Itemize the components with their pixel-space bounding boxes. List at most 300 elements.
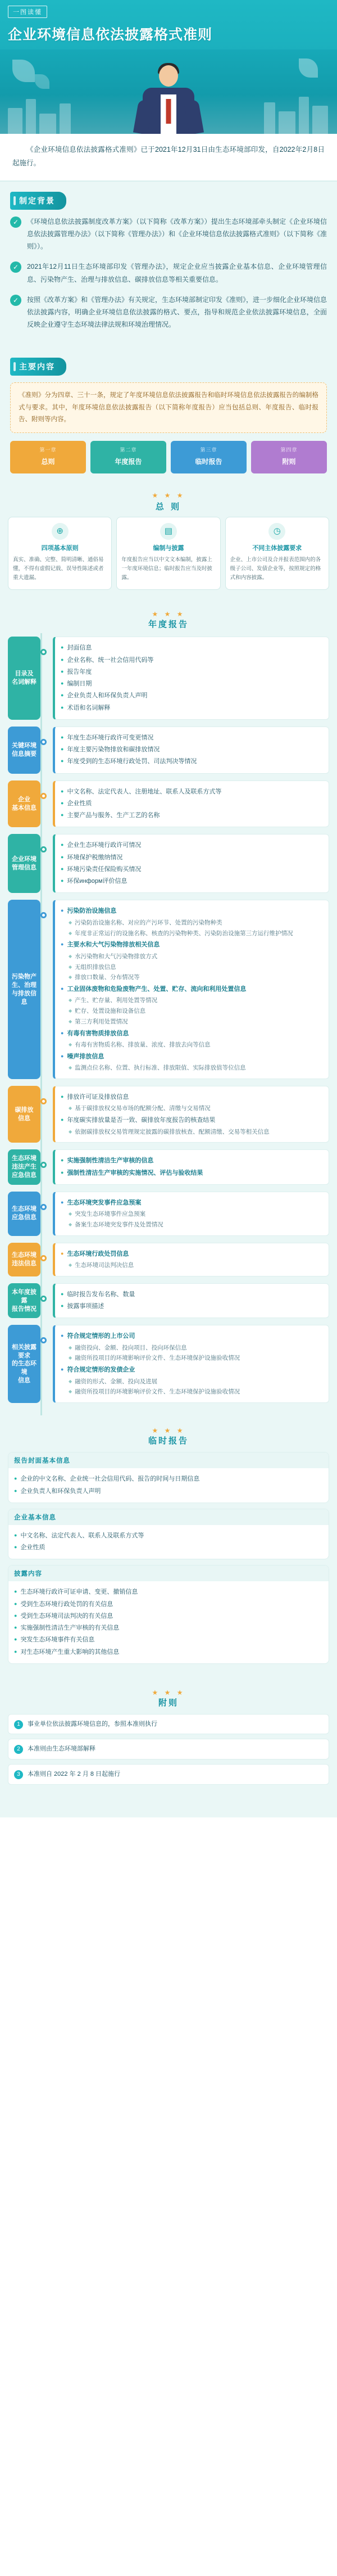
main-intro-card: 《准则》分为四章、三十一条，规定了年度环境信息依法披露报告和临时环境信息依法披露报告的编制格式与要求。其中，年度环境信息依法披露报告（以下简称年度报告）应当包括总则、年度报告、临时报告、附则等内容。	[10, 382, 327, 433]
timeline-item	[61, 1249, 323, 1260]
bullet-icon: ●	[14, 1487, 17, 1494]
timeline-card	[53, 781, 329, 828]
bullet-icon: ●	[14, 1600, 17, 1607]
bullet-icon: ●	[61, 1169, 64, 1175]
timeline-subitem	[69, 1104, 323, 1114]
supplementary-item-text: 本准则自 2022 年 2 月 8 日起施行	[28, 1771, 121, 1778]
bullet-icon: ●	[61, 865, 64, 872]
timeline-subitem-text: 年度非正常运行的设施名称、核查的污染物种类、污染防治设施第三方运行维护情况	[75, 930, 293, 937]
timeline-badge: 生态环境 违法信息	[8, 1243, 40, 1276]
temporary-item-text: 企业的中文名称、企业统一社会信用代码、报告的时间与日期信息	[20, 1476, 200, 1483]
timeline-item	[61, 1301, 323, 1312]
timeline-dot	[40, 846, 47, 852]
leaf-icon	[35, 74, 49, 89]
page-title: 企业环境信息依法披露格式准则	[8, 27, 213, 43]
timeline-subitem	[69, 1007, 323, 1017]
timeline-item	[61, 1092, 323, 1103]
general-card-label: 编制与披露	[153, 545, 184, 552]
timeline-badge: 企业环境 管理信息	[8, 834, 40, 893]
timeline-item-text: 年度生态环境行政许可变更情况	[67, 734, 154, 741]
timeline-item	[61, 643, 323, 653]
general-card-body: 真实、准确、完整、简明清晰、通俗易懂，不得有虚假记载、误导性陈述或者重大遗漏。	[13, 557, 104, 581]
timeline-row	[8, 781, 329, 828]
timeline-subitem-text: 水污染物和大气污染物排放方式	[75, 953, 158, 960]
bullet-icon: ●	[61, 746, 64, 752]
timeline-item-text: 排放许可证及排放信息	[67, 1094, 129, 1101]
timeline-dot	[40, 1255, 47, 1261]
timeline-dot	[40, 739, 47, 745]
chapter-item	[90, 441, 166, 473]
timeline-subitem-text: 监测点位名称、位置、执行标准、排放限值、实际排放值等位信息	[75, 1064, 246, 1072]
bullet-icon: ●	[61, 1199, 64, 1205]
bullet-icon: ●	[61, 1250, 64, 1256]
header-tag: 一图读懂	[8, 6, 47, 18]
timeline-item-text: 主要产品与服务、生产工艺的名称	[67, 812, 160, 819]
section-supplementary	[0, 1689, 337, 1807]
bullet-icon: ●	[61, 842, 64, 848]
temporary-block	[8, 1452, 329, 1503]
timeline-item-text: 环境污染责任保险购买情况	[67, 865, 142, 873]
temporary-item-text: 企业负责人和环保负责人声明	[20, 1487, 101, 1495]
timeline-card	[53, 1325, 329, 1403]
general-card	[116, 517, 220, 590]
bullet-icon: ●	[61, 758, 64, 764]
bullet-icon: ●	[61, 1303, 64, 1309]
timeline-row	[8, 1325, 329, 1403]
item-number-badge: 3	[14, 1770, 23, 1779]
timeline-badge: 企业 基本信息	[8, 781, 40, 828]
temporary-block	[8, 1565, 329, 1664]
timeline-subitem	[69, 1127, 323, 1138]
temporary-item	[14, 1587, 323, 1598]
timeline-dot	[40, 1098, 47, 1104]
timeline-subitem-text: 融资的形式、金额、投向及进展	[75, 1378, 158, 1385]
general-title-block	[0, 491, 337, 512]
item-number-badge: 1	[14, 1720, 23, 1729]
chapter-name: 附则	[282, 457, 296, 466]
clock-icon: ◷	[268, 523, 285, 540]
list-item	[10, 215, 327, 253]
general-cards	[8, 517, 329, 590]
bullet-icon: ●	[61, 734, 64, 740]
background-item-text: 2021年12月11日生态环境部印发《管理办法》，规定企业应当披露企业基本信息、企业环境管理信息、污染物产生、治理与排放信息、碳排放信息等相关重要信息。	[27, 263, 327, 283]
bullet-icon: ●	[61, 878, 64, 884]
timeline-item	[61, 679, 323, 689]
timeline-item-text: 临时报告发布名称、数量	[67, 1291, 135, 1298]
timeline-item	[61, 1331, 323, 1342]
sub-bullet-icon: ◆	[69, 998, 72, 1003]
bullet-icon: ●	[61, 1291, 64, 1297]
temporary-item-text: 实施强制性清洁生产审核的有关信息	[20, 1625, 120, 1631]
temporary-block-heading: 报告封面基本信息	[8, 1452, 329, 1468]
timeline-subitem	[69, 1063, 323, 1073]
timeline-dot	[40, 649, 47, 655]
timeline-subitem	[69, 952, 323, 962]
bullet-icon: ●	[14, 1589, 17, 1595]
globe-icon: ⊕	[52, 523, 69, 540]
temporary-item-text: 受到生态环境司法判决的有关信息	[20, 1612, 113, 1619]
general-card-body: 企业、上市公司及合并报表范围内的各级子公司、发债企业等，按照规定的格式和内容披露。	[230, 557, 321, 581]
timeline-item	[61, 810, 323, 821]
timeline-item-text: 封面信息	[67, 644, 92, 652]
sub-bullet-icon: ◆	[69, 1221, 72, 1227]
temporary-item	[14, 1474, 323, 1485]
temporary-block	[8, 1509, 329, 1560]
sub-bullet-icon: ◆	[69, 1065, 72, 1071]
sub-bullet-icon: ◆	[69, 975, 72, 980]
timeline-item-text: 有毒有害物质排放信息	[67, 1030, 129, 1037]
hero-illustration	[0, 49, 337, 134]
sub-bullet-icon: ◆	[69, 930, 72, 936]
temporary-item-text: 对生态环境产生重大影响的其他信息	[20, 1648, 120, 1655]
timeline-card	[53, 1283, 329, 1319]
check-icon: ✓	[10, 261, 21, 273]
footer-spacer	[0, 1807, 337, 1817]
timeline-card	[53, 900, 329, 1079]
chapter-number: 第三章	[200, 447, 217, 453]
timeline-item	[61, 852, 323, 863]
bullet-icon: ●	[61, 800, 64, 806]
sub-bullet-icon: ◆	[69, 1019, 72, 1025]
timeline-item	[61, 1028, 323, 1039]
annual-title-block	[0, 610, 337, 630]
timeline-subitem	[69, 1261, 323, 1271]
timeline-item-text: 主要水和大气污染物排放相关信息	[67, 941, 160, 949]
timeline-subitem	[69, 1377, 323, 1387]
timeline-item-text: 实施强制性清洁生产审核的信息	[67, 1157, 154, 1165]
general-card-label: 不同主体披露要求	[252, 545, 302, 552]
sub-bullet-icon: ◆	[69, 1262, 72, 1268]
bullet-icon: ●	[61, 941, 64, 948]
bullet-icon: ●	[61, 1333, 64, 1339]
temporary-block-body	[8, 1468, 329, 1503]
timeline-item	[61, 1115, 323, 1126]
annual-timeline	[0, 633, 337, 1415]
timeline-row	[8, 1149, 329, 1185]
timeline-subitem	[69, 1343, 323, 1354]
timeline-item-text: 术语和名词解释	[67, 704, 111, 711]
bullet-icon: ●	[61, 908, 64, 914]
general-card	[225, 517, 329, 590]
timeline-subitem	[69, 1210, 323, 1220]
chapter-item	[251, 441, 327, 473]
stars-decoration: ★ ★ ★	[152, 610, 185, 619]
timeline-dot	[40, 1337, 47, 1343]
bullet-icon: ●	[61, 680, 64, 687]
timeline-item-text: 报告年度	[67, 668, 92, 675]
bullet-icon: ●	[61, 1053, 64, 1059]
timeline-subitem	[69, 1387, 323, 1397]
timeline-item-text: 环境保护税缴纳情况	[67, 854, 123, 861]
timeline-item-text: 符合规定情形的发债企业	[67, 1366, 135, 1374]
sub-bullet-icon: ◆	[69, 1389, 72, 1395]
timeline-card	[53, 637, 329, 720]
temporary-item-text: 生态环境行政许可证申请、变更、撤销信息	[20, 1589, 138, 1596]
leaf-icon	[12, 60, 35, 82]
timeline-item	[61, 798, 323, 809]
supplementary-title: 附则	[158, 1698, 179, 1708]
timeline-item	[61, 1289, 323, 1300]
timeline-subitem-text: 有毒有害物质名称、排放量、浓度、排放去向等信息	[75, 1041, 211, 1049]
timeline-subitem	[69, 1040, 323, 1050]
timeline-subitem	[69, 918, 323, 928]
timeline-badge: 碳排放 信息	[8, 1086, 40, 1143]
timeline-item	[61, 876, 323, 887]
temporary-block-heading: 披露内容	[8, 1566, 329, 1581]
temporary-block-body	[8, 1581, 329, 1663]
timeline-item	[61, 787, 323, 797]
timeline-item-text: 污染防治设施信息	[67, 908, 117, 915]
timeline-item	[61, 745, 323, 755]
bullet-icon: ●	[61, 1030, 64, 1036]
temporary-title-block	[0, 1427, 337, 1446]
timeline-row	[8, 1243, 329, 1276]
temporary-item	[14, 1531, 323, 1541]
timeline-subitem-text: 融资所投项目的环境影响评价文件、生态环境保护设施验收情况	[75, 1355, 240, 1362]
supplementary-title-block	[0, 1689, 337, 1708]
timeline-dot	[40, 1296, 47, 1302]
temporary-blocks	[0, 1450, 337, 1677]
stars-decoration: ★ ★ ★	[152, 491, 185, 500]
timeline-item-text: 企业负责人和环保负责人声明	[67, 692, 148, 700]
section-annual-report	[0, 610, 337, 1419]
temporary-item	[14, 1599, 323, 1610]
general-title: 总 则	[155, 502, 182, 512]
sub-bullet-icon: ◆	[69, 1345, 72, 1350]
list-item	[10, 260, 327, 285]
timeline-row	[8, 727, 329, 774]
timeline-subitem-text: 突发生态环境事件应急预案	[75, 1211, 146, 1218]
timeline-item-text: 强制性清洁生产审核的实施情况、评估与验收结果	[67, 1169, 203, 1176]
timeline-badge: 生态环境 应急信息	[8, 1192, 40, 1236]
sub-bullet-icon: ◆	[69, 919, 72, 925]
chapter-number: 第一章	[39, 447, 57, 453]
timeline-card	[53, 1243, 329, 1276]
temporary-item	[14, 1486, 323, 1497]
stars-decoration: ★ ★ ★	[152, 1688, 185, 1697]
timeline-card	[53, 1192, 329, 1236]
timeline-item	[61, 733, 323, 743]
supplementary-item-text: 事业单位依法披露环境信息的，参照本准则执行	[28, 1720, 157, 1727]
timeline-item-text: 生态环境行政处罚信息	[67, 1250, 129, 1257]
lead-paragraph	[0, 134, 337, 182]
supplementary-item	[8, 1714, 329, 1735]
timeline-item	[61, 703, 323, 714]
chapter-number: 第二章	[120, 447, 137, 453]
background-item-text: 《环境信息依法披露制度改革方案》（以下简称《改革方案》）提出生态环境部牵头制定《企业环境信息依法披露管理办法》（以下简称《管理办法》）和《企业环境信息依法披露格式准则》（以下简称《准则》）。	[27, 217, 327, 251]
timeline-item-text: 环保информ评价信息	[67, 878, 127, 885]
bullet-icon: ●	[61, 668, 64, 674]
timeline-badge: 目录及 名词解释	[8, 637, 40, 720]
temporary-item	[14, 1647, 323, 1658]
timeline-item	[61, 756, 323, 767]
person-illustration	[135, 61, 202, 134]
timeline-badge: 相关披露要求 的生态环境 信息	[8, 1325, 40, 1403]
lead-text: 《企业环境信息依法披露格式准则》已于2021年12月31日由生态环境部印发，自2022年2月8日起施行。	[12, 146, 325, 168]
timeline-item	[61, 984, 323, 995]
sub-bullet-icon: ◆	[69, 1355, 72, 1361]
section-heading-background: 制定背景	[10, 192, 66, 210]
bullet-icon: ●	[14, 1636, 17, 1643]
timeline-subitem	[69, 929, 323, 939]
timeline-item	[61, 1052, 323, 1062]
temporary-item	[14, 1623, 323, 1634]
timeline-subitem-text: 基于碳排放权交易市场的配额分配、清缴与交易情况	[75, 1105, 211, 1112]
chapter-item	[10, 441, 86, 473]
check-icon: ✓	[10, 216, 21, 228]
supplementary-item-text: 本准则由生态环境部解释	[28, 1745, 95, 1753]
sub-bullet-icon: ◆	[69, 1008, 72, 1014]
background-item-text: 按照《改革方案》和《管理办法》有关规定，生态环境部制定印发《准则》，进一步细化企业环境信息依法披露内容，明确企业环境信息依法披露的格式、要点，指导和规范企业依法披露环境信息，全面反映企业遵守生态环境法律法规和环境治理情况。	[27, 295, 327, 329]
section-general	[0, 491, 337, 602]
timeline-row	[8, 900, 329, 1079]
timeline-subitem-text: 贮存、处置设施和设备信息	[75, 1008, 146, 1015]
bullet-icon: ●	[61, 788, 64, 794]
bullet-icon: ●	[14, 1544, 17, 1550]
timeline-item	[61, 655, 323, 666]
timeline-row	[8, 1086, 329, 1143]
page-header	[0, 0, 337, 134]
timeline-card	[53, 727, 329, 774]
bullet-icon: ●	[61, 1117, 64, 1123]
timeline-item-text: 符合规定情形的上市公司	[67, 1333, 135, 1340]
timeline-item-text: 企业性质	[67, 800, 92, 807]
timeline-item	[61, 1156, 323, 1166]
bullet-icon: ●	[14, 1532, 17, 1538]
timeline-dot	[40, 1162, 47, 1168]
timeline-item	[61, 667, 323, 678]
temporary-item-text: 突发生态环境事件有关信息	[20, 1636, 95, 1644]
timeline-badge: 关键环境 信息摘要	[8, 727, 40, 774]
timeline-item-text: 噪声排放信息	[67, 1053, 104, 1061]
timeline-row	[8, 1192, 329, 1236]
general-card	[8, 517, 112, 590]
bullet-icon: ●	[61, 854, 64, 860]
bullet-icon: ●	[14, 1476, 17, 1482]
temporary-title: 临时报告	[148, 1436, 189, 1446]
timeline-card	[53, 1149, 329, 1185]
timeline-row	[8, 834, 329, 893]
timeline-card	[53, 834, 329, 893]
timeline-item-text: 中文名称、法定代表人、注册地址、联系人及联系方式等	[67, 788, 222, 795]
annual-title: 年度报告	[148, 620, 189, 630]
timeline-item	[61, 1198, 323, 1208]
general-card-body: 年度报告应当以中文文本编制，披露上一年度环境信息；临时报告应当及时披露。	[121, 557, 212, 581]
timeline-subitem-text: 依据碳排放权交易管理规定披露的碳排放核查、配额清缴、交易等相关信息	[75, 1128, 270, 1135]
sub-bullet-icon: ◆	[69, 1378, 72, 1384]
timeline-dot	[40, 1204, 47, 1210]
bullet-icon: ●	[61, 1157, 64, 1163]
timeline-subitem-text: 第三方利用处置情况	[75, 1018, 128, 1026]
timeline-subitem	[69, 973, 323, 983]
timeline-dot	[40, 793, 47, 799]
temporary-block-body	[8, 1525, 329, 1559]
temporary-item	[14, 1635, 323, 1645]
chapter-name: 总则	[41, 457, 55, 466]
bullet-icon: ●	[61, 692, 64, 698]
timeline-item	[61, 940, 323, 950]
timeline-subitem	[69, 1220, 323, 1230]
general-card-label: 四项基本原则	[41, 545, 79, 552]
timeline-subitem-text: 污染防治设施名称、对应的产污环节、处置的污染物种类	[75, 919, 222, 926]
timeline-subitem-text: 融资所投项目的环境影响评价文件、生态环境保护设施验收情况	[75, 1388, 240, 1396]
timeline-item	[61, 906, 323, 917]
bullet-icon: ●	[61, 644, 64, 651]
timeline-item-text: 企业生态环境行政许可情况	[67, 842, 142, 849]
timeline-item-text: 企业名称、统一社会信用代码等	[67, 656, 154, 664]
chapter-name: 年度报告	[115, 457, 142, 466]
bullet-icon: ●	[61, 704, 64, 710]
timeline-item-text: 年度主要污染物排放和碳排放情况	[67, 746, 160, 754]
sub-bullet-icon: ◆	[69, 1129, 72, 1134]
timeline-subitem-text: 生态环境司法判决信息	[75, 1262, 134, 1269]
leaf-icon	[299, 58, 318, 78]
timeline-item	[61, 840, 323, 851]
list-item	[10, 294, 327, 331]
header-tag-strip	[0, 0, 337, 20]
bullet-icon: ●	[61, 986, 64, 992]
check-icon: ✓	[10, 295, 21, 306]
timeline-subitem-text: 无组织排放信息	[75, 963, 116, 971]
temporary-block-heading: 企业基本信息	[8, 1509, 329, 1525]
timeline-item-text: 生态环境突发事件应急预案	[67, 1199, 142, 1206]
bullet-icon: ●	[14, 1625, 17, 1630]
bullet-icon: ●	[61, 812, 64, 818]
timeline-item-text: 披露事项描述	[67, 1303, 104, 1310]
chapter-list	[10, 441, 327, 473]
temporary-item-text: 受到生态环境行政处罚的有关信息	[20, 1600, 113, 1608]
sub-bullet-icon: ◆	[69, 964, 72, 969]
timeline-subitem-text: 融资投向、金额、投向项目、投向环保信息	[75, 1344, 187, 1351]
chapter-number: 第四章	[280, 447, 298, 453]
timeline-card	[53, 1086, 329, 1143]
timeline-badge: 本年度披露 报告情况	[8, 1283, 40, 1319]
timeline-item-text: 年度受到的生态环境行政处罚、司法判决等情况	[67, 758, 197, 765]
timeline-item-text: 年度碳实排放量是否一致、碳排放年度报告的核查结果	[67, 1117, 216, 1124]
stars-decoration: ★ ★ ★	[152, 1427, 185, 1435]
bullet-icon: ●	[14, 1648, 17, 1654]
timeline-subitem	[69, 963, 323, 973]
section-heading-main: 主要内容	[10, 358, 66, 376]
timeline-subitem	[69, 1354, 323, 1364]
timeline-subitem-text: 备案生态环境突发事件及处置情况	[75, 1221, 163, 1228]
bullet-icon: ●	[14, 1612, 17, 1618]
temporary-item-text: 中文名称、法定代表人、联系人及联系方式等	[20, 1532, 144, 1539]
section-main-content	[0, 348, 337, 486]
sub-bullet-icon: ◆	[69, 953, 72, 959]
temporary-item	[14, 1611, 323, 1622]
item-number-badge: 2	[14, 1745, 23, 1754]
timeline-subitem-text: 排放口数量、分布情况等	[75, 974, 140, 981]
bullet-icon: ●	[61, 656, 64, 662]
temporary-item	[14, 1542, 323, 1553]
timeline-item-text: 工业固体废物和危险废物产生、处置、贮存、流向和利用处置信息	[67, 986, 247, 993]
timeline-item	[61, 1365, 323, 1375]
timeline-badge: 污染物产 生、治理 与排放信息	[8, 900, 40, 1079]
timeline-item-text: 编制日期	[67, 680, 92, 688]
document-icon: ▤	[160, 523, 177, 540]
supplementary-item	[8, 1764, 329, 1785]
timeline-subitem	[69, 996, 323, 1006]
section-temporary-report	[0, 1427, 337, 1681]
temporary-item-text: 企业性质	[20, 1544, 45, 1551]
background-list	[0, 215, 337, 345]
timeline-dot	[40, 912, 47, 918]
timeline-row	[8, 1283, 329, 1319]
timeline-item	[61, 691, 323, 701]
supplementary-list	[0, 1712, 337, 1804]
sub-bullet-icon: ◆	[69, 1106, 72, 1111]
